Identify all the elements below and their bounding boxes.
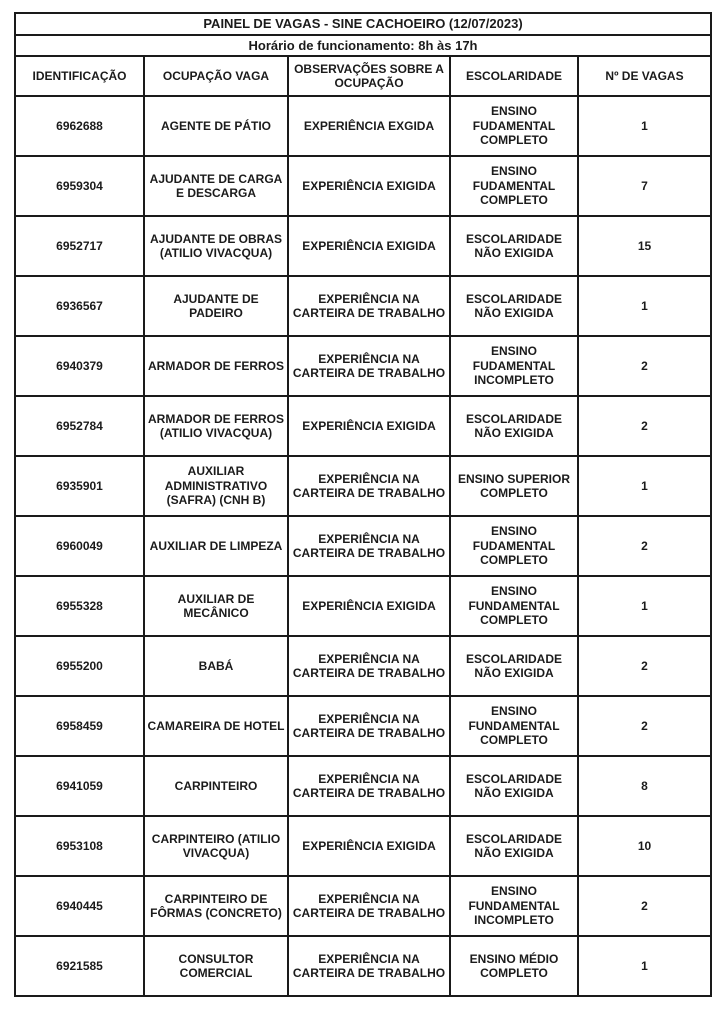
occupation-cell: ARMADOR DE FERROS	[144, 336, 288, 396]
identification-cell: 6958459	[15, 696, 144, 756]
education-cell: ENSINO FUDAMENTAL INCOMPLETO	[450, 336, 578, 396]
education-cell: ENSINO FUDAMENTAL COMPLETO	[450, 516, 578, 576]
education-cell: ESCOLARIDADE NÃO EXIGIDA	[450, 816, 578, 876]
identification-cell: 6960049	[15, 516, 144, 576]
occupation-cell: CARPINTEIRO	[144, 756, 288, 816]
identification-cell: 6955328	[15, 576, 144, 636]
observation-cell: EXPERIÊNCIA EXIGIDA	[288, 576, 450, 636]
table-row	[15, 336, 711, 396]
vacancies-cell: 15	[578, 216, 711, 276]
vacancies-cell: 2	[578, 336, 711, 396]
identification-cell: 6952717	[15, 216, 144, 276]
observation-cell: EXPERIÊNCIA NA CARTEIRA DE TRABALHO	[288, 876, 450, 936]
vacancies-cell: 2	[578, 636, 711, 696]
occupation-cell: CAMAREIRA DE HOTEL	[144, 696, 288, 756]
education-cell: ESCOLARIDADE NÃO EXIGIDA	[450, 636, 578, 696]
column-header-education: ESCOLARIDADE	[450, 56, 578, 96]
identification-cell: 6936567	[15, 276, 144, 336]
table-row	[15, 96, 711, 156]
education-cell: ESCOLARIDADE NÃO EXIGIDA	[450, 396, 578, 456]
education-cell: ENSINO MÉDIO COMPLETO	[450, 936, 578, 996]
identification-cell: 6935901	[15, 456, 144, 516]
vacancies-table-body	[15, 96, 711, 996]
occupation-cell: CARPINTEIRO DE FÔRMAS (CONCRETO)	[144, 876, 288, 936]
observation-cell: EXPERIÊNCIA EXIGIDA	[288, 216, 450, 276]
table-title-row	[15, 13, 711, 35]
table-row	[15, 576, 711, 636]
identification-cell: 6921585	[15, 936, 144, 996]
observation-cell: EXPERIÊNCIA NA CARTEIRA DE TRABALHO	[288, 756, 450, 816]
observation-cell: EXPERIÊNCIA NA CARTEIRA DE TRABALHO	[288, 696, 450, 756]
education-cell: ENSINO FUDAMENTAL COMPLETO	[450, 96, 578, 156]
column-header-observations: OBSERVAÇÕES SOBRE A OCUPAÇÃO	[288, 56, 450, 96]
table-row	[15, 276, 711, 336]
identification-cell: 6955200	[15, 636, 144, 696]
occupation-cell: AUXILIAR DE LIMPEZA	[144, 516, 288, 576]
vacancies-cell: 1	[578, 276, 711, 336]
table-row	[15, 696, 711, 756]
occupation-cell: CONSULTOR COMERCIAL	[144, 936, 288, 996]
education-cell: ENSINO FUNDAMENTAL COMPLETO	[450, 696, 578, 756]
occupation-cell: AJUDANTE DE CARGA E DESCARGA	[144, 156, 288, 216]
occupation-cell: BABÁ	[144, 636, 288, 696]
occupation-cell: AJUDANTE DE OBRAS (ATILIO VIVACQUA)	[144, 216, 288, 276]
column-header-occupation: OCUPAÇÃO VAGA	[144, 56, 288, 96]
table-subtitle-row	[15, 35, 711, 56]
vacancies-cell: 1	[578, 936, 711, 996]
column-header-vacancy-count: Nº DE VAGAS	[578, 56, 711, 96]
table-row	[15, 516, 711, 576]
education-cell: ESCOLARIDADE NÃO EXIGIDA	[450, 216, 578, 276]
observation-cell: EXPERIÊNCIA NA CARTEIRA DE TRABALHO	[288, 276, 450, 336]
observation-cell: EXPERIÊNCIA EXIGIDA	[288, 396, 450, 456]
observation-cell: EXPERIÊNCIA EXIGIDA	[288, 816, 450, 876]
table-row	[15, 156, 711, 216]
occupation-cell: AUXILIAR DE MECÂNICO	[144, 576, 288, 636]
vacancies-table	[14, 12, 712, 997]
education-cell: ENSINO FUNDAMENTAL COMPLETO	[450, 576, 578, 636]
vacancies-cell: 1	[578, 96, 711, 156]
column-header-identification: IDENTIFICAÇÃO	[15, 56, 144, 96]
occupation-cell: AUXILIAR ADMINISTRATIVO (SAFRA) (CNH B)	[144, 456, 288, 516]
observation-cell: EXPERIÊNCIA NA CARTEIRA DE TRABALHO	[288, 636, 450, 696]
occupation-cell: AJUDANTE DE PADEIRO	[144, 276, 288, 336]
table-row	[15, 936, 711, 996]
table-row	[15, 216, 711, 276]
observation-cell: EXPERIÊNCIA NA CARTEIRA DE TRABALHO	[288, 336, 450, 396]
education-cell: ESCOLARIDADE NÃO EXIGIDA	[450, 756, 578, 816]
vacancies-cell: 2	[578, 396, 711, 456]
education-cell: ENSINO FUDAMENTAL COMPLETO	[450, 156, 578, 216]
observation-cell: EXPERIÊNCIA NA CARTEIRA DE TRABALHO	[288, 936, 450, 996]
vacancies-cell: 2	[578, 876, 711, 936]
table-row	[15, 756, 711, 816]
identification-cell: 6941059	[15, 756, 144, 816]
occupation-cell: AGENTE DE PÁTIO	[144, 96, 288, 156]
table-row	[15, 636, 711, 696]
observation-cell: EXPERIÊNCIA EXGIDA	[288, 96, 450, 156]
vacancies-cell: 2	[578, 696, 711, 756]
occupation-cell: CARPINTEIRO (ATILIO VIVACQUA)	[144, 816, 288, 876]
vacancies-cell: 1	[578, 456, 711, 516]
vacancies-cell: 2	[578, 516, 711, 576]
identification-cell: 6962688	[15, 96, 144, 156]
identification-cell: 6953108	[15, 816, 144, 876]
identification-cell: 6940379	[15, 336, 144, 396]
identification-cell: 6959304	[15, 156, 144, 216]
education-cell: ENSINO FUNDAMENTAL INCOMPLETO	[450, 876, 578, 936]
observation-cell: EXPERIÊNCIA NA CARTEIRA DE TRABALHO	[288, 516, 450, 576]
education-cell: ESCOLARIDADE NÃO EXIGIDA	[450, 276, 578, 336]
vacancies-cell: 8	[578, 756, 711, 816]
identification-cell: 6952784	[15, 396, 144, 456]
occupation-cell: ARMADOR DE FERROS (ATILIO VIVACQUA)	[144, 396, 288, 456]
identification-cell: 6940445	[15, 876, 144, 936]
observation-cell: EXPERIÊNCIA NA CARTEIRA DE TRABALHO	[288, 456, 450, 516]
education-cell: ENSINO SUPERIOR COMPLETO	[450, 456, 578, 516]
table-row	[15, 396, 711, 456]
table-row	[15, 816, 711, 876]
vacancies-cell: 7	[578, 156, 711, 216]
table-title: PAINEL DE VAGAS - SINE CACHOEIRO (12/07/2023)	[15, 13, 711, 35]
vacancies-cell: 1	[578, 576, 711, 636]
column-header-row	[15, 56, 711, 96]
table-row	[15, 876, 711, 936]
vacancies-cell: 10	[578, 816, 711, 876]
table-row	[15, 456, 711, 516]
observation-cell: EXPERIÊNCIA EXIGIDA	[288, 156, 450, 216]
opening-hours: Horário de funcionamento: 8h às 17h	[15, 35, 711, 56]
